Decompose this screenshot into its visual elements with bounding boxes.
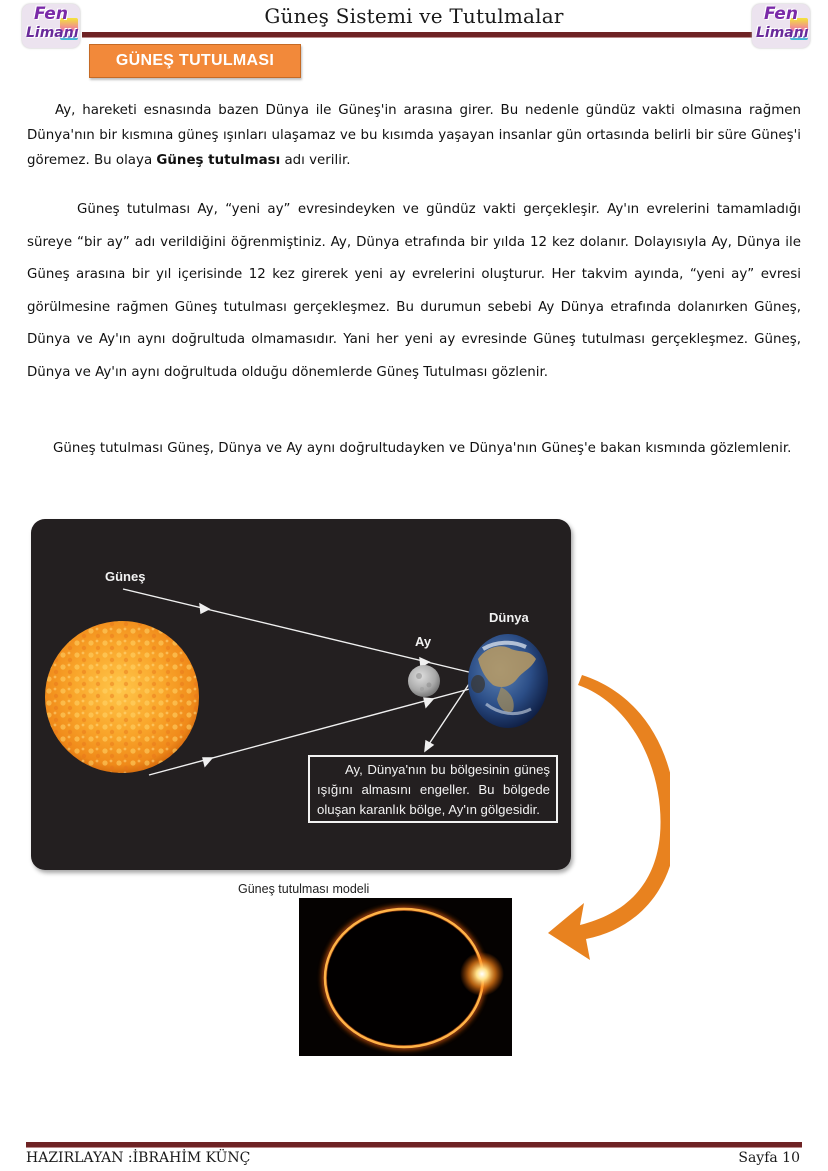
logo-liman-text: Limanı (756, 25, 809, 41)
logo-liman-text: Limanı (26, 25, 79, 41)
sun-icon (45, 621, 199, 773)
logo-fen-text: Fen (34, 4, 68, 24)
intro-paragraph (27, 98, 801, 173)
new-moon-paragraph: Güneş tutulması Ay, “yeni ay” evresindeyken ve gündüz vakti gerçekleşir. Ay'ın evrelerini tamamladığı süreye “bir ay” adı verildiğini öğrenmiştiniz. Ay, Dünya etrafında bir yılda 12 kez dolanır. Dolayısıyla Ay, Dünya ile Güneş arasına bir yıl içerisinde 12 kez girerek yeni ay evrelerini oluşturur. Her takvim ayında, “yeni ay” evresi görülmesine rağmen Güneş tutulması gerçekleşmez. Bu durumun sebebi Ay Dünya etrafında dolanırken Güneş, Dünya ve Ay'ın aynı doğrultuda olmamasıdır. Yani her yeni ay evresinde Güneş tutulması gerçekleşmez. Güneş, Dünya ve Ay'ın aynı doğrultuda olduğu dönemlerde Güneş Tutulması gözlenir. (27, 202, 801, 380)
curved-arrow-icon (540, 675, 670, 965)
moon-icon (408, 665, 440, 697)
shadow-explanation-callout: Ay, Dünya'nın bu bölgesinin güneş ışığını almasını engeller. Bu bölgede oluşan karanlık bölge, Ay'ın gölgesidir. (308, 755, 558, 823)
diamond-ring-eclipse-image (299, 898, 512, 1056)
page-header-title: Güneş Sistemi ve Tutulmalar (264, 4, 564, 28)
earth-icon (468, 634, 548, 728)
logo-fen-text: Fen (764, 4, 798, 24)
alignment-paragraph: Güneş tutulması Güneş, Dünya ve Ay aynı doğrultudayken ve Dünya'nın Güneş'e bakan kısmında gözlemlenir. (53, 441, 792, 456)
sun-label: Güneş (105, 569, 146, 584)
solar-eclipse-diagram (31, 519, 571, 870)
header-divider (82, 32, 752, 38)
intro-text-after: adı verilir. (280, 153, 351, 168)
eclipse-photo (299, 898, 512, 1056)
page-number: Sayfa 10 (738, 1150, 800, 1166)
footer-author: HAZIRLAYAN :İBRAHİM KÜNÇ (26, 1150, 251, 1166)
moon-label: Ay (415, 634, 432, 649)
figure-caption: Güneş tutulması modeli (238, 882, 370, 896)
earth-label: Dünya (489, 610, 529, 625)
section-title-badge: GÜNEŞ TUTULMASI (89, 44, 301, 78)
intro-bold-term: Güneş tutulması (156, 153, 281, 168)
fen-limani-logo-right (752, 4, 810, 48)
intro-text-before: Ay, hareketi esnasında bazen Dünya ile Güneş'in arasına girer. Bu nedenle gündüz vakti olmasına rağmen Dünya'nın bir kısmına güneş ışınları ulaşamaz ve bu kısımda yaşayan insanlar gün ortasında belirli bir süre Güneş'i göremez. Bu olaya (27, 103, 801, 168)
footer-divider (26, 1142, 802, 1148)
